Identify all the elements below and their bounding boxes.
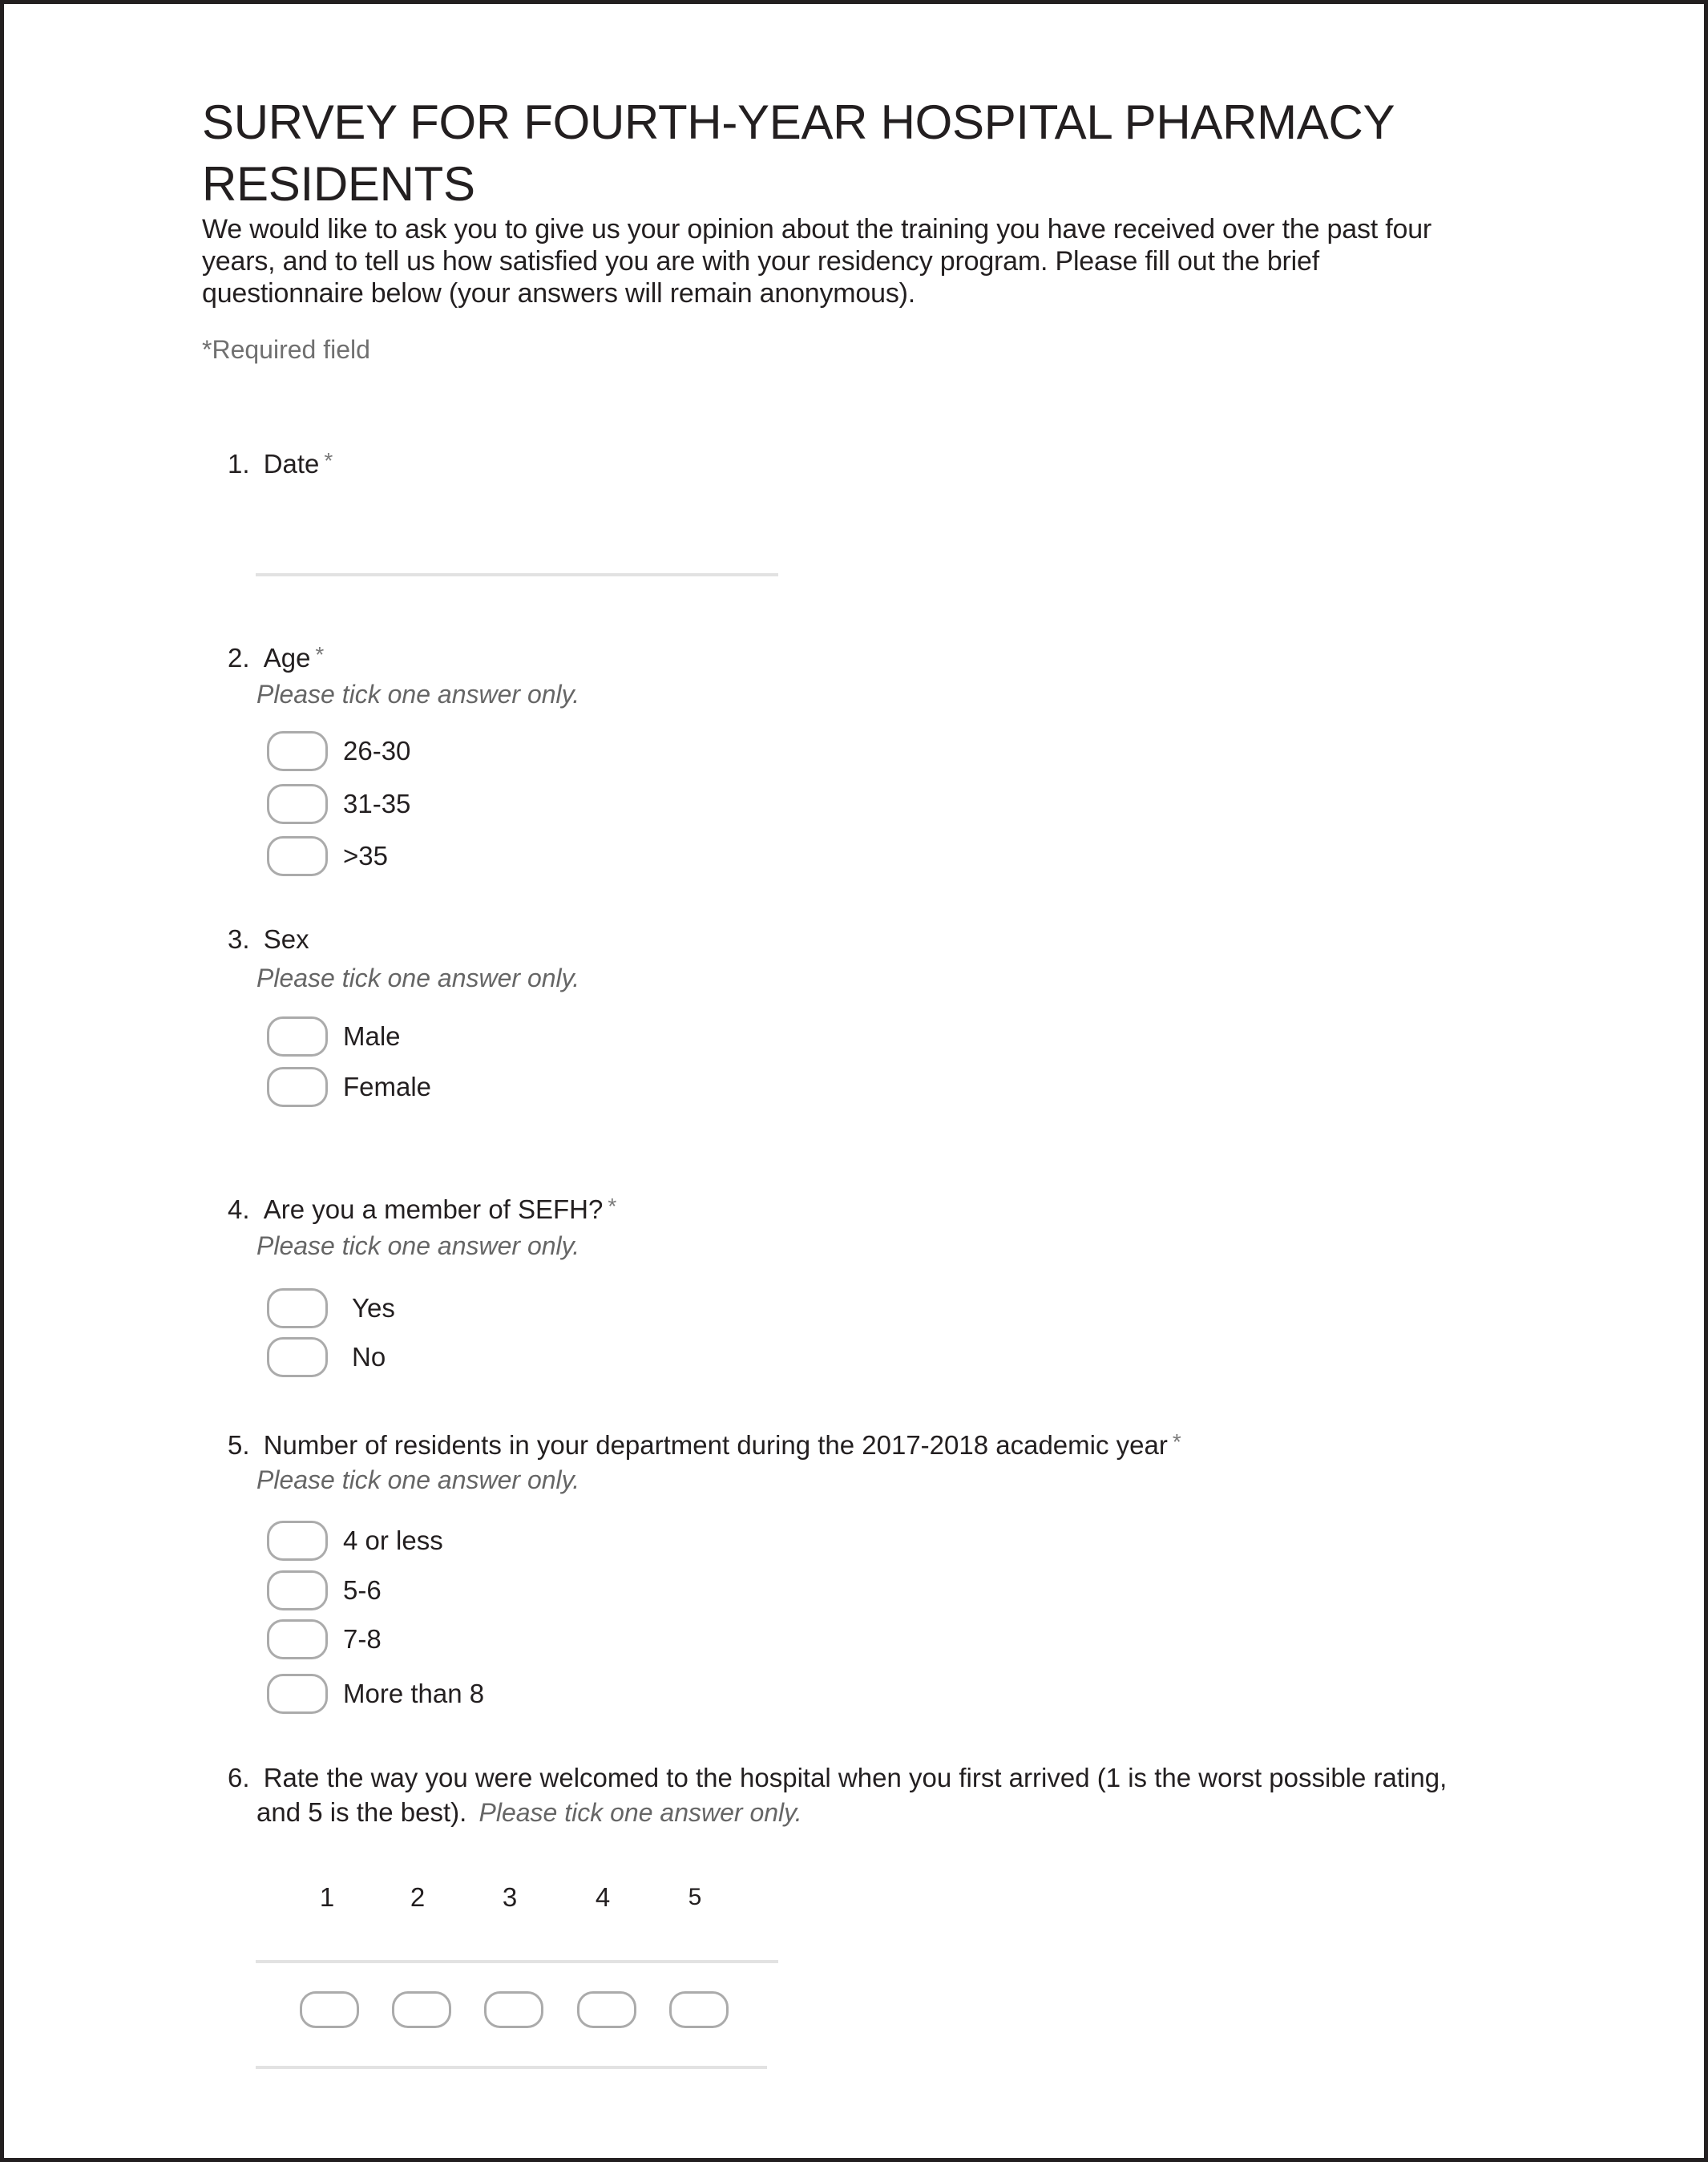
required-field-note: *Required field: [202, 335, 370, 364]
age-option-31-35[interactable]: [267, 784, 410, 824]
survey-intro: We would like to ask you to give us your opinion about the training you have received over the past four years, and to tell us how satisfied you are with your residency program. Please fill out the brief questionnaire below (your answers will remain anonymous).: [202, 214, 1432, 309]
question-label: Are you a member of SEFH?: [263, 1194, 604, 1224]
scale-label-1: 1: [319, 1882, 335, 1912]
question-4-title: [228, 1190, 616, 1226]
option-label: 26-30: [343, 736, 411, 766]
question-1-title: [228, 445, 333, 480]
rating-option-5[interactable]: [669, 1991, 729, 2028]
scale-label-5: 5: [688, 1884, 702, 1910]
sex-option-male[interactable]: [267, 1016, 401, 1057]
rating-option-4[interactable]: [577, 1991, 636, 2028]
checkbox[interactable]: [267, 836, 328, 876]
question-label: and 5 is the best).: [256, 1797, 467, 1827]
question-number: 6.: [228, 1763, 250, 1792]
scale-bottom-divider: [256, 2066, 767, 2069]
checkbox[interactable]: [267, 1288, 328, 1328]
checkbox[interactable]: [267, 1016, 328, 1057]
question-number: 3.: [228, 924, 250, 954]
question-3-hint: Please tick one answer only.: [256, 964, 580, 992]
question-5-hint: Please tick one answer only.: [256, 1465, 580, 1494]
date-input[interactable]: [256, 573, 778, 576]
question-2-title: [228, 639, 324, 674]
checkbox[interactable]: [267, 1521, 328, 1561]
sefh-option-no[interactable]: [267, 1337, 386, 1377]
age-option-over-35[interactable]: [267, 836, 388, 876]
question-4-hint: Please tick one answer only.: [256, 1231, 580, 1260]
option-label: Male: [343, 1021, 401, 1051]
scale-label-4: 4: [595, 1882, 611, 1912]
residents-option-4-or-less[interactable]: [267, 1521, 443, 1561]
question-number: 2.: [228, 643, 250, 673]
survey-title: SURVEY FOR FOURTH-YEAR HOSPITAL PHARMACY RESIDENTS: [202, 95, 1395, 211]
option-label: Female: [343, 1072, 432, 1101]
required-asterisk: *: [324, 448, 333, 473]
option-label: No: [352, 1342, 386, 1372]
checkbox[interactable]: [267, 1570, 328, 1610]
option-label: More than 8: [343, 1679, 485, 1708]
checkbox[interactable]: [267, 1674, 328, 1714]
required-asterisk: *: [1172, 1429, 1181, 1454]
option-label: >35: [343, 841, 388, 871]
question-2-hint: Please tick one answer only.: [256, 680, 580, 709]
option-label: 4 or less: [343, 1526, 443, 1555]
question-number: 1.: [228, 449, 250, 479]
option-label: Yes: [352, 1293, 395, 1323]
sex-option-female[interactable]: [267, 1067, 431, 1107]
question-label: Rate the way you were welcomed to the hospital when you first arrived (1 is the worst possible rating,: [263, 1763, 1448, 1792]
option-label: 7-8: [343, 1624, 382, 1654]
question-6-title-line2: [256, 1796, 802, 1829]
sefh-option-yes[interactable]: [267, 1288, 395, 1328]
rating-option-3[interactable]: [484, 1991, 543, 2028]
required-asterisk: *: [608, 1194, 617, 1218]
residents-option-more-than-8[interactable]: [267, 1674, 484, 1714]
checkbox[interactable]: [267, 1337, 328, 1377]
checkbox[interactable]: [267, 1619, 328, 1659]
checkbox[interactable]: [267, 1067, 328, 1107]
question-number: 4.: [228, 1194, 250, 1224]
question-5-title: [228, 1426, 1181, 1461]
checkbox[interactable]: [267, 731, 328, 771]
option-label: 31-35: [343, 789, 411, 818]
question-label: Age: [263, 643, 311, 673]
question-label: Sex: [263, 924, 309, 954]
scale-top-divider: [256, 1960, 778, 1963]
scale-label-3: 3: [502, 1882, 518, 1912]
residents-option-7-8[interactable]: [267, 1619, 382, 1659]
rating-option-2[interactable]: [392, 1991, 451, 2028]
scale-label-2: 2: [410, 1882, 426, 1912]
question-6-title: [228, 1762, 1447, 1794]
age-option-26-30[interactable]: [267, 731, 410, 771]
question-label: Date: [263, 449, 320, 479]
checkbox[interactable]: [267, 784, 328, 824]
question-label: Number of residents in your department during the 2017-2018 academic year: [263, 1430, 1168, 1460]
option-label: 5-6: [343, 1575, 382, 1605]
question-3-title: [228, 923, 309, 956]
residents-option-5-6[interactable]: [267, 1570, 382, 1610]
rating-option-1[interactable]: [300, 1991, 359, 2028]
question-6-hint: Please tick one answer only.: [478, 1798, 802, 1827]
required-asterisk: *: [315, 642, 325, 667]
question-number: 5.: [228, 1430, 250, 1460]
